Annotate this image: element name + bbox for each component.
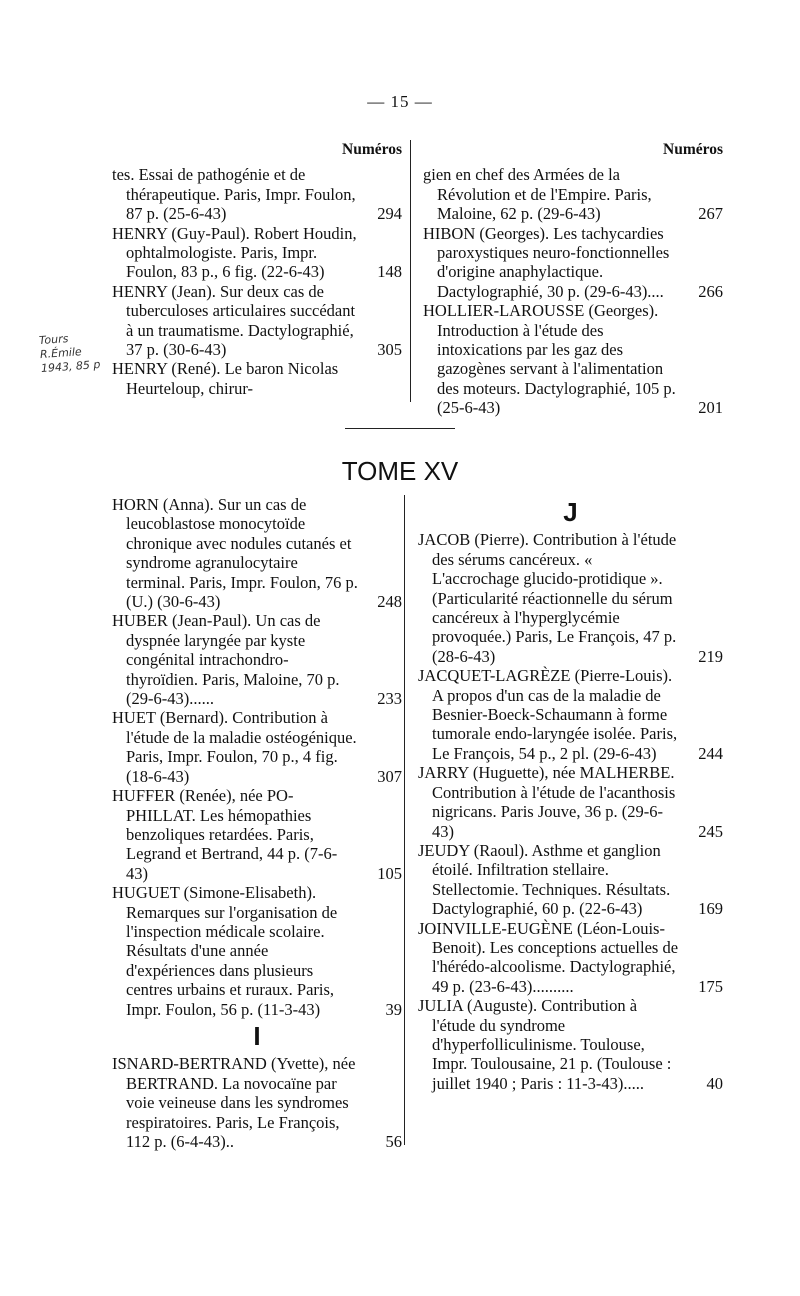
entry-text: HUFFER (Renée), née PO-PHILLAT. Les hémopathies benzoliques retardées. Paris, Legrand et Bertrand, 44 p. (7-6-43) [112,786,338,883]
entry-number: 307 [377,766,402,786]
entry-number: 267 [698,204,723,224]
entry-list [112,165,402,398]
bibliography-entry [418,666,723,763]
entry-list [418,530,723,1093]
entry-number: 233 [377,689,402,709]
tome-title: TOME XV [341,456,459,486]
entry-text: HIBON (Georges). Les tachycardies paroxystiques neuro-fonctionnelles d'origine anaphylactique. Dactylographié, 30 p. (29-6-43).... [423,223,670,301]
entry-number: 40 [706,1073,723,1093]
entry-text: HORN (Anna). Sur un cas de leucoblastose monocytoïde chronique avec nodules cutanés et syndrome agranulocytaire terminal. Paris, Impr. Foulon, 76 p. (U.) (30-6-43) [112,495,358,612]
entry-text: JACQUET-LAGRÈZE (Pierre-Louis). A propos d'un cas de la maladie de Besnier-Boeck-Schaumann à forme tumorale endo-laryngée isolée. Paris, Le François, 54 p., 2 pl. (29-6-43) [418,666,678,763]
column-divider [404,495,405,1145]
entry-text: HENRY (Guy-Paul). Robert Houdin, ophtalmologiste. Paris, Impr. Foulon, 83 p., 6 fig. (22-6-43) [112,223,357,282]
section-divider [345,428,455,429]
bibliography-entry [112,883,402,1019]
entry-text: HENRY (Jean). Sur deux cas de tuberculoses articulaires succédant à un traumatisme. Dactylographié, 37 p. (30-6-43) [112,281,356,360]
entry-text: gien en chef des Armées de la Révolution et de l'Empire. Paris, Maloine, 62 p. (29-6-43) [423,165,652,224]
entry-text: HUBER (Jean-Paul). Un cas de dyspnée laryngée par kyste congénital intrachondro-thyroïdien. Paris, Maloine, 70 p. (29-6-43)...... [112,611,340,709]
entry-text: ISNARD-BERTRAND (Yvette), née BERTRAND. La novocaïne par voie veineuse dans les syndromes respiratoires. Paris, Le François, 112 p. (6-4-43).. [112,1054,356,1151]
bibliography-entry [418,919,723,997]
bottom-right-column [418,495,723,1093]
entry-number: 245 [698,821,723,841]
entry-number: 219 [698,646,723,666]
bibliography-entry [112,495,402,611]
entry-list [112,1054,402,1151]
margin-note-line: 1943, 85 p [40,357,101,376]
entry-text: HENRY (René). Le baron Nicolas Heurteloup, chirur- [112,359,339,398]
entry-number: 175 [698,976,723,996]
entry-number: 305 [377,340,402,360]
top-right-column [423,140,723,418]
bibliography-entry [423,224,723,302]
entry-text: tes. Essai de pathogénie et de thérapeutique. Paris, Impr. Foulon, 87 p. (25-6-43) [112,165,356,224]
bibliography-entry [418,763,723,841]
entry-number: 148 [377,262,402,282]
bibliography-entry [418,996,723,1093]
entry-text: JOINVILLE-EUGÈNE (Léon-Louis-Benoit). Les conceptions actuelles de l'hérédo-alcoolisme. Dactylographié, 49 p. (23-6-43).......... [418,918,679,996]
entry-number: 169 [698,899,723,919]
bibliography-entry [418,530,723,666]
bibliography-entry [112,786,402,883]
bibliography-entry [112,611,402,708]
handwritten-margin-note [39,330,102,376]
entry-number: 266 [698,281,723,301]
margin-note-line: Tours [38,332,69,348]
entry-number: 248 [377,592,402,612]
bibliography-entry [112,1054,402,1151]
column-divider [410,140,411,402]
page-number: — 15 — [367,92,433,111]
entry-number: 294 [377,204,402,224]
entry-text: JACOB (Pierre). Contribution à l'étude des sérums cancéreux. « L'accrochage glucido-protidique ». (Particularité réactionnelle du sérum cancéreux à l'hyperglycémie provoquée.) Paris, Le François, 47 p. (28-6-43) [418,530,677,666]
entry-number: 244 [698,743,723,763]
column-header: Numéros [663,141,723,158]
entry-number: 56 [385,1132,402,1151]
top-left-column [112,140,402,398]
bibliography-entry [423,165,723,223]
entry-text: JARRY (Huguette), née MALHERBE. Contribution à l'étude de l'acanthosis nigricans. Paris Jouve, 36 p. (29-6-43) [418,763,676,841]
bibliography-entry [418,841,723,919]
bibliography-entry [112,359,402,398]
entry-text: HOLLIER-LAROUSSE (Georges). Introduction à l'étude des intoxications par les gaz des gazogènes servant à l'alimentation des moteurs. Dactylographié, 105 p. (25-6-43) [423,301,676,418]
bottom-left-column [112,495,402,1151]
entry-text: HUGUET (Simone-Elisabeth). Remarques sur l'organisation de l'inspection médicale scolaire. Résultats d'une année d'expériences dans plusieurs centres urbains et ruraux. Paris, Impr. Foulon, 56 p. (11-3-43) [112,883,338,1019]
entry-list [423,165,723,417]
entry-text: JULIA (Auguste). Contribution à l'étude du syndrome d'hyperfolliculinisme. Toulouse, Impr. Toulousaine, 21 p. (Toulouse : juillet 1940 ; Paris : 11-3-43)..... [418,996,672,1093]
bibliography-entry [112,224,402,282]
bibliography-entry [112,165,402,223]
bibliography-entry [112,282,402,360]
entry-number: 105 [377,863,402,883]
entry-text: JEUDY (Raoul). Asthme et ganglion étoilé. Infiltration stellaire. Stellectomie. Techniques. Résultats. Dactylographié, 60 p. (22-6-43) [418,840,671,919]
entry-text: HUET (Bernard). Contribution à l'étude de la maladie ostéogénique. Paris, Impr. Foulon, 70 p., 4 fig. (18-6-43) [112,708,357,786]
section-letter-i: I [253,1020,261,1051]
column-header: Numéros [342,141,402,158]
entry-number: 201 [698,398,723,418]
entry-number: 39 [385,999,402,1019]
bibliography-entry [423,301,723,417]
entry-list [112,495,402,1019]
bibliography-entry [112,708,402,786]
margin-note-line: R.Émile [39,345,83,362]
section-letter-j: J [563,497,578,527]
